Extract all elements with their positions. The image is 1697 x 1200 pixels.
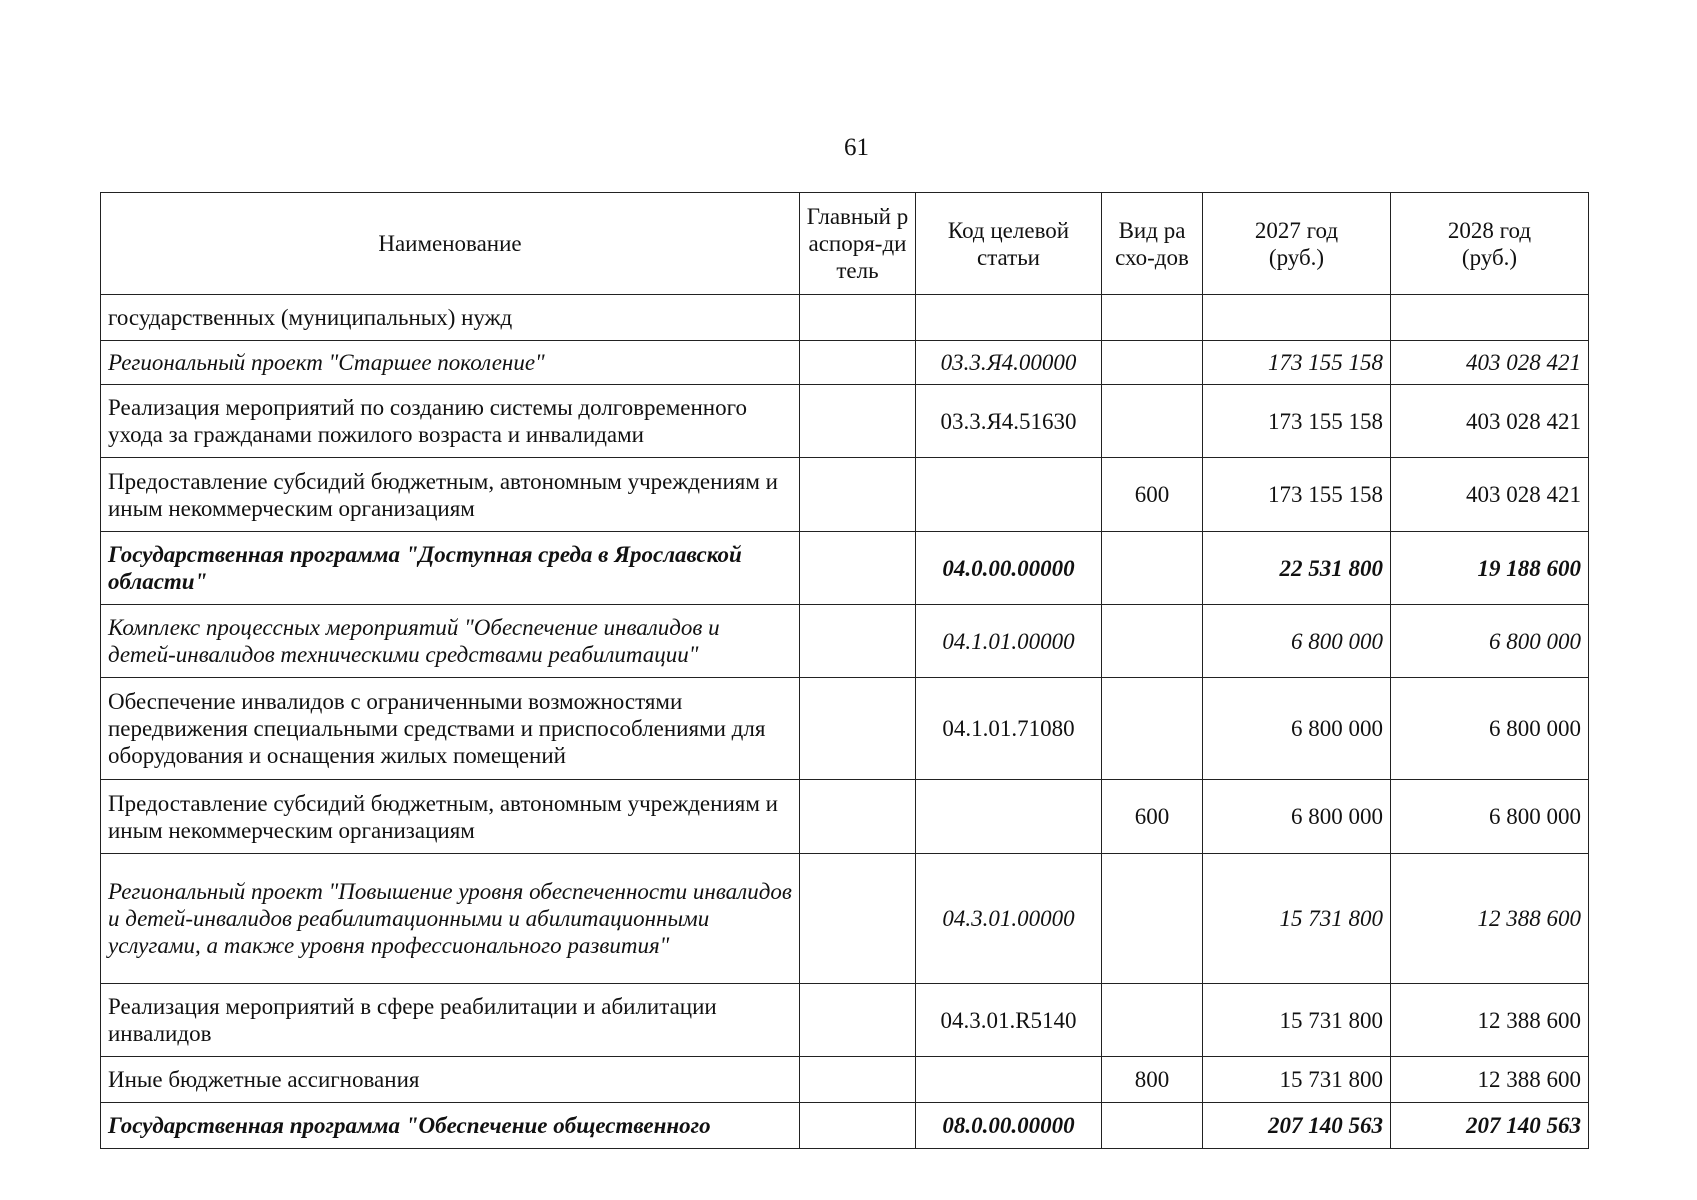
cell-name: Комплекс процессных мероприятий "Обеспечение инвалидов и детей-инвалидов техническими средствами реабилитации" [101, 605, 800, 678]
header-year-2028: 2028 год (руб.) [1391, 193, 1589, 295]
table-row [101, 458, 1589, 532]
cell-amount-2028: 6 800 000 [1391, 678, 1589, 780]
cell-amount-2028: 12 388 600 [1391, 984, 1589, 1057]
cell-code: 04.1.01.00000 [916, 605, 1102, 678]
cell-vid [1102, 678, 1203, 780]
cell-code: 04.3.01.00000 [916, 854, 1102, 984]
cell-manager [800, 780, 916, 854]
cell-code: 04.3.01.R5140 [916, 984, 1102, 1057]
cell-amount-2027: 6 800 000 [1203, 678, 1391, 780]
header-code: Код целевой статьи [916, 193, 1102, 295]
cell-manager [800, 1057, 916, 1103]
header-vid: Вид расхо-дов [1102, 193, 1203, 295]
cell-vid [1102, 605, 1203, 678]
cell-manager [800, 295, 916, 341]
cell-code: 04.1.01.71080 [916, 678, 1102, 780]
cell-vid [1102, 532, 1203, 605]
cell-amount-2027: 15 731 800 [1203, 984, 1391, 1057]
table-row [101, 1103, 1589, 1149]
cell-vid [1102, 1103, 1203, 1149]
cell-name: Предоставление субсидий бюджетным, автономным учреждениям и иным некоммерческим организациям [101, 780, 800, 854]
cell-amount-2027: 6 800 000 [1203, 780, 1391, 854]
table-row [101, 1057, 1589, 1103]
table-row [101, 532, 1589, 605]
header-year-2027: 2027 год (руб.) [1203, 193, 1391, 295]
cell-name: Реализация мероприятий по созданию системы долговременного ухода за гражданами пожилого возраста и инвалидами [101, 385, 800, 458]
table-row [101, 854, 1589, 984]
cell-amount-2027: 207 140 563 [1203, 1103, 1391, 1149]
table-row [101, 385, 1589, 458]
cell-vid [1102, 385, 1203, 458]
cell-vid: 600 [1102, 780, 1203, 854]
cell-amount-2027: 173 155 158 [1203, 385, 1391, 458]
cell-amount-2028: 12 388 600 [1391, 854, 1589, 984]
table-header-row [101, 193, 1589, 295]
budget-table [100, 192, 1589, 1149]
page-number: 61 [844, 134, 869, 161]
cell-amount-2028: 403 028 421 [1391, 341, 1589, 385]
cell-code: 03.3.Я4.51630 [916, 385, 1102, 458]
cell-amount-2028: 207 140 563 [1391, 1103, 1589, 1149]
table-row [101, 295, 1589, 341]
cell-code: 04.0.00.00000 [916, 532, 1102, 605]
cell-amount-2027 [1203, 295, 1391, 341]
cell-name: государственных (муниципальных) нужд [101, 295, 800, 341]
cell-manager [800, 678, 916, 780]
cell-code [916, 458, 1102, 532]
cell-vid [1102, 341, 1203, 385]
header-manager: Главный распоря-дитель [800, 193, 916, 295]
cell-name: Государственная программа "Обеспечение общественного [101, 1103, 800, 1149]
cell-amount-2027: 15 731 800 [1203, 854, 1391, 984]
cell-amount-2027: 22 531 800 [1203, 532, 1391, 605]
cell-amount-2028: 403 028 421 [1391, 458, 1589, 532]
cell-vid: 600 [1102, 458, 1203, 532]
table-row [101, 605, 1589, 678]
cell-name: Обеспечение инвалидов с ограниченными возможностями передвижения специальными средствами и приспособлениями для оборудования и оснащения жилых помещений [101, 678, 800, 780]
cell-amount-2028: 12 388 600 [1391, 1057, 1589, 1103]
cell-amount-2028 [1391, 295, 1589, 341]
cell-name: Реализация мероприятий в сфере реабилитации и абилитации инвалидов [101, 984, 800, 1057]
table-row [101, 780, 1589, 854]
cell-manager [800, 1103, 916, 1149]
cell-name: Предоставление субсидий бюджетным, автономным учреждениям и иным некоммерческим организациям [101, 458, 800, 532]
table-row [101, 341, 1589, 385]
cell-code [916, 780, 1102, 854]
cell-vid: 800 [1102, 1057, 1203, 1103]
cell-manager [800, 458, 916, 532]
cell-manager [800, 385, 916, 458]
cell-amount-2027: 173 155 158 [1203, 458, 1391, 532]
cell-amount-2027: 15 731 800 [1203, 1057, 1391, 1103]
cell-code: 03.3.Я4.00000 [916, 341, 1102, 385]
cell-vid [1102, 295, 1203, 341]
table-row [101, 678, 1589, 780]
cell-manager [800, 605, 916, 678]
cell-manager [800, 854, 916, 984]
cell-name: Государственная программа "Доступная среда в Ярославской области" [101, 532, 800, 605]
cell-name: Региональный проект "Повышение уровня обеспеченности инвалидов и детей-инвалидов реабилитационными и абилитационными услугами, а также уровня профессионального развития" [101, 854, 800, 984]
cell-amount-2028: 6 800 000 [1391, 605, 1589, 678]
cell-code [916, 295, 1102, 341]
table-row [101, 984, 1589, 1057]
header-name: Наименование [101, 193, 800, 295]
cell-amount-2028: 19 188 600 [1391, 532, 1589, 605]
cell-manager [800, 532, 916, 605]
cell-amount-2028: 6 800 000 [1391, 780, 1589, 854]
cell-vid [1102, 854, 1203, 984]
cell-amount-2027: 6 800 000 [1203, 605, 1391, 678]
cell-code [916, 1057, 1102, 1103]
cell-name: Иные бюджетные ассигнования [101, 1057, 800, 1103]
cell-name: Региональный проект "Старшее поколение" [101, 341, 800, 385]
cell-code: 08.0.00.00000 [916, 1103, 1102, 1149]
cell-amount-2027: 173 155 158 [1203, 341, 1391, 385]
cell-manager [800, 341, 916, 385]
cell-manager [800, 984, 916, 1057]
cell-vid [1102, 984, 1203, 1057]
cell-amount-2028: 403 028 421 [1391, 385, 1589, 458]
